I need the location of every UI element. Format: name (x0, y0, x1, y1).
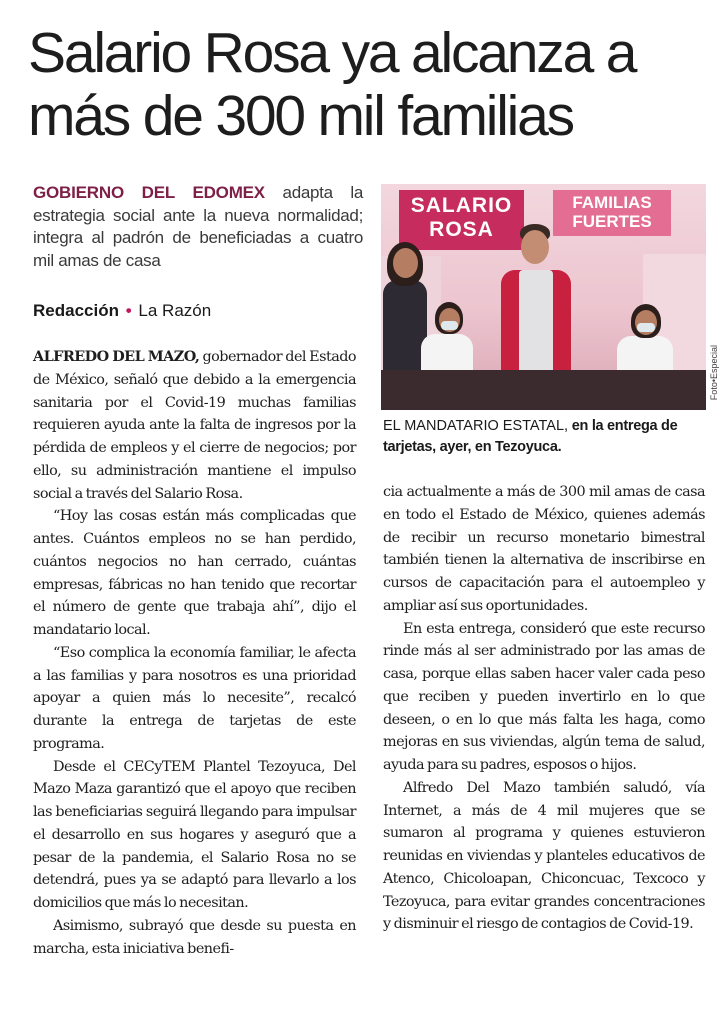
body-paragraph: En esta entrega, consideró que este recurso rinde más al ser administrado por las amas de casa, porque ellas saben hacer valer cada peso que reciben y pueden invertirlo en lo que deseen, o en lo que más falta les haga, como mejoras en sus viviendas, algún tema de salud, ayuda para su padres, esposos o hijos. (383, 620, 705, 773)
person-head (393, 248, 418, 278)
byline-separator: • (125, 301, 132, 320)
stage-floor (381, 370, 706, 410)
deck-kicker: GOBIERNO DEL EDOMEX (33, 183, 265, 202)
person-head (521, 230, 549, 264)
face-mask (441, 321, 458, 330)
headline: Salario Rosa ya alcanza a más de 300 mil familias (28, 21, 636, 148)
body-paragraph (33, 346, 356, 505)
deck-text: adapta la estrategia social ante la nueva normalidad; integra al padrón de beneficiadas a cuatro mil amas de casa (33, 183, 363, 270)
face-mask (637, 323, 655, 332)
body-paragraph: “Eso complica la economía familiar, le afecta a las familias y para nosotros es una prioridad apoyar a quien más lo necesite”, recalcó durante la entrega de tarjetas de este programa. (33, 644, 356, 752)
photo-caption (383, 416, 708, 458)
byline-outlet: La Razón (138, 301, 212, 320)
caption-text: en la entrega de tarjetas, ayer, en Tezoyuca. (383, 418, 678, 455)
body-paragraph: Desde el CECyTEM Plantel Tezoyuca, Del Mazo Maza garantizó que el apoyo que reciben las beneficiarias seguirá llegando para impulsar el desarrollo en sus hogares y aseguró que a pesar de la pandemia, el Salario Rosa no se detendrá, pues ya se adaptó para llevarlo a los domicilios que más lo necesitan. (33, 758, 356, 911)
body-paragraph: Asimismo, subrayó que desde su puesta en marcha, esta iniciativa benefi- (33, 917, 356, 957)
body-paragraph: Alfredo Del Mazo también saludó, vía Internet, a más de 4 mil mujeres que se sumaron al programa y quienes estuvieron reunidas en viviendas y planteles educativos de Atenco, Chicoloapan, Chiconcuac, Texcoco y Tezoyuca, para evitar grandes concentraciones y disminuir el riesgo de contagios de Covid-19. (383, 779, 705, 933)
byline-author: Redacción (33, 301, 119, 320)
body-paragraph: “Hoy las cosas están más complicadas que antes. Cuántos empleos no se han perdido, cuántos negocios no han cerrado, cuántas empresas, fábricas no han tenido que recortar el número de gente que trabaja ahí”, dijo el mandatario local. (33, 508, 356, 638)
shirt (519, 270, 553, 374)
lead-name: ALFREDO DEL MAZO, (33, 348, 200, 365)
familias-fuertes-banner: FAMILIAS FUERTES (553, 190, 671, 236)
salario-rosa-banner: SALARIO ROSA (399, 190, 524, 250)
body-column-right (383, 481, 705, 936)
caption-lead: EL MANDATARIO ESTATAL, (383, 418, 569, 434)
byline (33, 301, 211, 321)
paragraph-text: gobernador del Estado de México, señaló que debido a la emergencia sanitaria por el Covid-19 muchas familias requieren ayuda ante la falta de ingresos por la pérdida de empleos y el cierre de negocios; por ello, su administración mantiene el impulso social a través del Salario Rosa. (33, 349, 357, 502)
news-photo (381, 184, 706, 410)
deck (33, 182, 363, 272)
photo-credit: Foto•Especial (709, 345, 719, 401)
body-column-left (33, 346, 356, 960)
body-paragraph: cia actualmente a más de 300 mil amas de casa en todo el Estado de México, quienes además de recibir un recurso monetario bimestral también tienen la alternativa de inscribirse en cursos de capacitación para el autoempleo y ampliar así sus oportunidades. (383, 484, 705, 614)
